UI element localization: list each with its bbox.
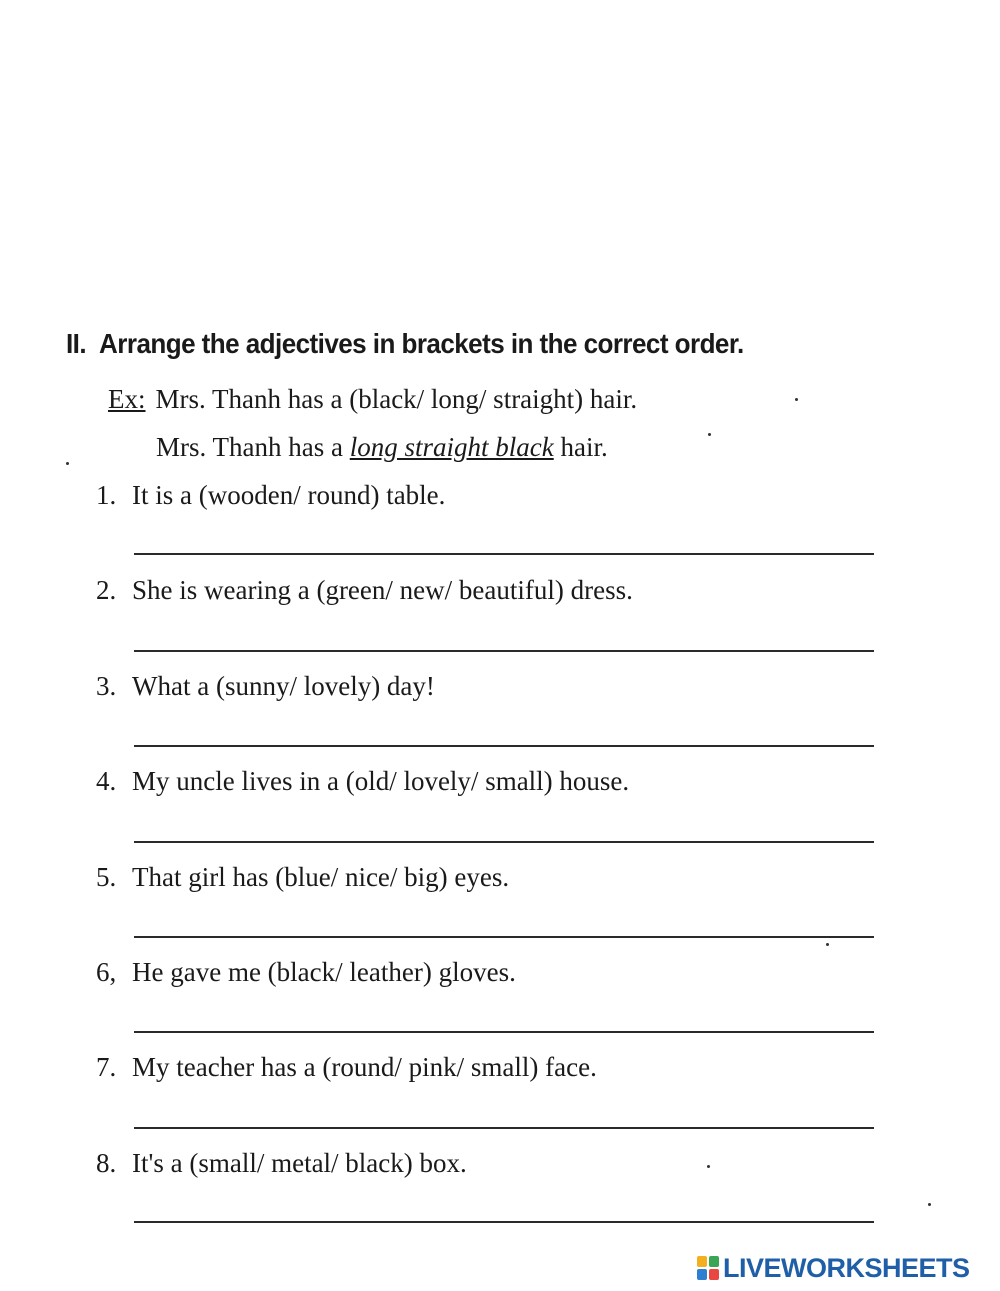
- answer-line-5[interactable]: [134, 936, 874, 938]
- scan-speck: [826, 943, 829, 946]
- item-number: 8.: [96, 1148, 117, 1178]
- item-text: He gave me (black/ leather) gloves.: [132, 957, 516, 987]
- answer-line-3[interactable]: [134, 745, 874, 747]
- scan-speck: [795, 398, 798, 401]
- item-text: My uncle lives in a (old/ lovely/ small) house.: [132, 766, 630, 796]
- item-number: 7.: [96, 1052, 117, 1082]
- exercise-item-6: [96, 957, 516, 988]
- item-number: 6,: [96, 957, 117, 987]
- section-heading: [66, 328, 744, 360]
- exercise-item-3: [96, 671, 435, 702]
- exercise-item-5: [96, 862, 509, 893]
- liveworksheets-logo: [697, 1253, 970, 1283]
- exercise-item-4: [96, 766, 629, 797]
- example-answer-highlight: long straight black: [349, 432, 554, 462]
- scan-speck: [66, 462, 69, 465]
- scan-speck: [707, 1165, 710, 1168]
- section-number: II.: [66, 328, 87, 359]
- example-answer-prefix: Mrs. Thanh has a: [156, 432, 343, 462]
- item-text: She is wearing a (green/ new/ beautiful) dress.: [132, 575, 633, 605]
- item-number: 5.: [96, 862, 117, 892]
- item-text: That girl has (blue/ nice/ big) eyes.: [132, 862, 510, 892]
- logo-text: LIVEWORKSHEETS: [723, 1252, 970, 1283]
- item-text: It is a (wooden/ round) table.: [132, 480, 446, 510]
- item-number: 4.: [96, 766, 117, 796]
- example-answer-suffix: hair.: [560, 432, 608, 462]
- logo-icon: [697, 1256, 719, 1280]
- scan-speck: [928, 1203, 931, 1206]
- example-answer: [156, 432, 608, 463]
- item-number: 2.: [96, 575, 117, 605]
- exercise-item-1: [96, 480, 445, 511]
- section-instruction: Arrange the adjectives in brackets in the correct order.: [99, 328, 744, 359]
- example-question-text: Mrs. Thanh has a (black/ long/ straight) hair.: [155, 384, 638, 414]
- example-label: Ex:: [108, 384, 146, 414]
- answer-line-8[interactable]: [134, 1221, 874, 1223]
- example-question: [108, 384, 637, 415]
- item-text: My teacher has a (round/ pink/ small) face.: [132, 1052, 597, 1082]
- exercise-item-7: [96, 1052, 597, 1083]
- exercise-item-2: [96, 575, 633, 606]
- answer-line-4[interactable]: [134, 841, 874, 843]
- scan-speck: [708, 433, 711, 436]
- answer-line-6[interactable]: [134, 1031, 874, 1033]
- answer-line-7[interactable]: [134, 1127, 874, 1129]
- item-text: It's a (small/ metal/ black) box.: [132, 1148, 467, 1178]
- exercise-item-8: [96, 1148, 467, 1179]
- answer-line-2[interactable]: [134, 650, 874, 652]
- item-text: What a (sunny/ lovely) day!: [132, 671, 435, 701]
- answer-line-1[interactable]: [134, 553, 874, 555]
- item-number: 3.: [96, 671, 117, 701]
- item-number: 1.: [96, 480, 117, 510]
